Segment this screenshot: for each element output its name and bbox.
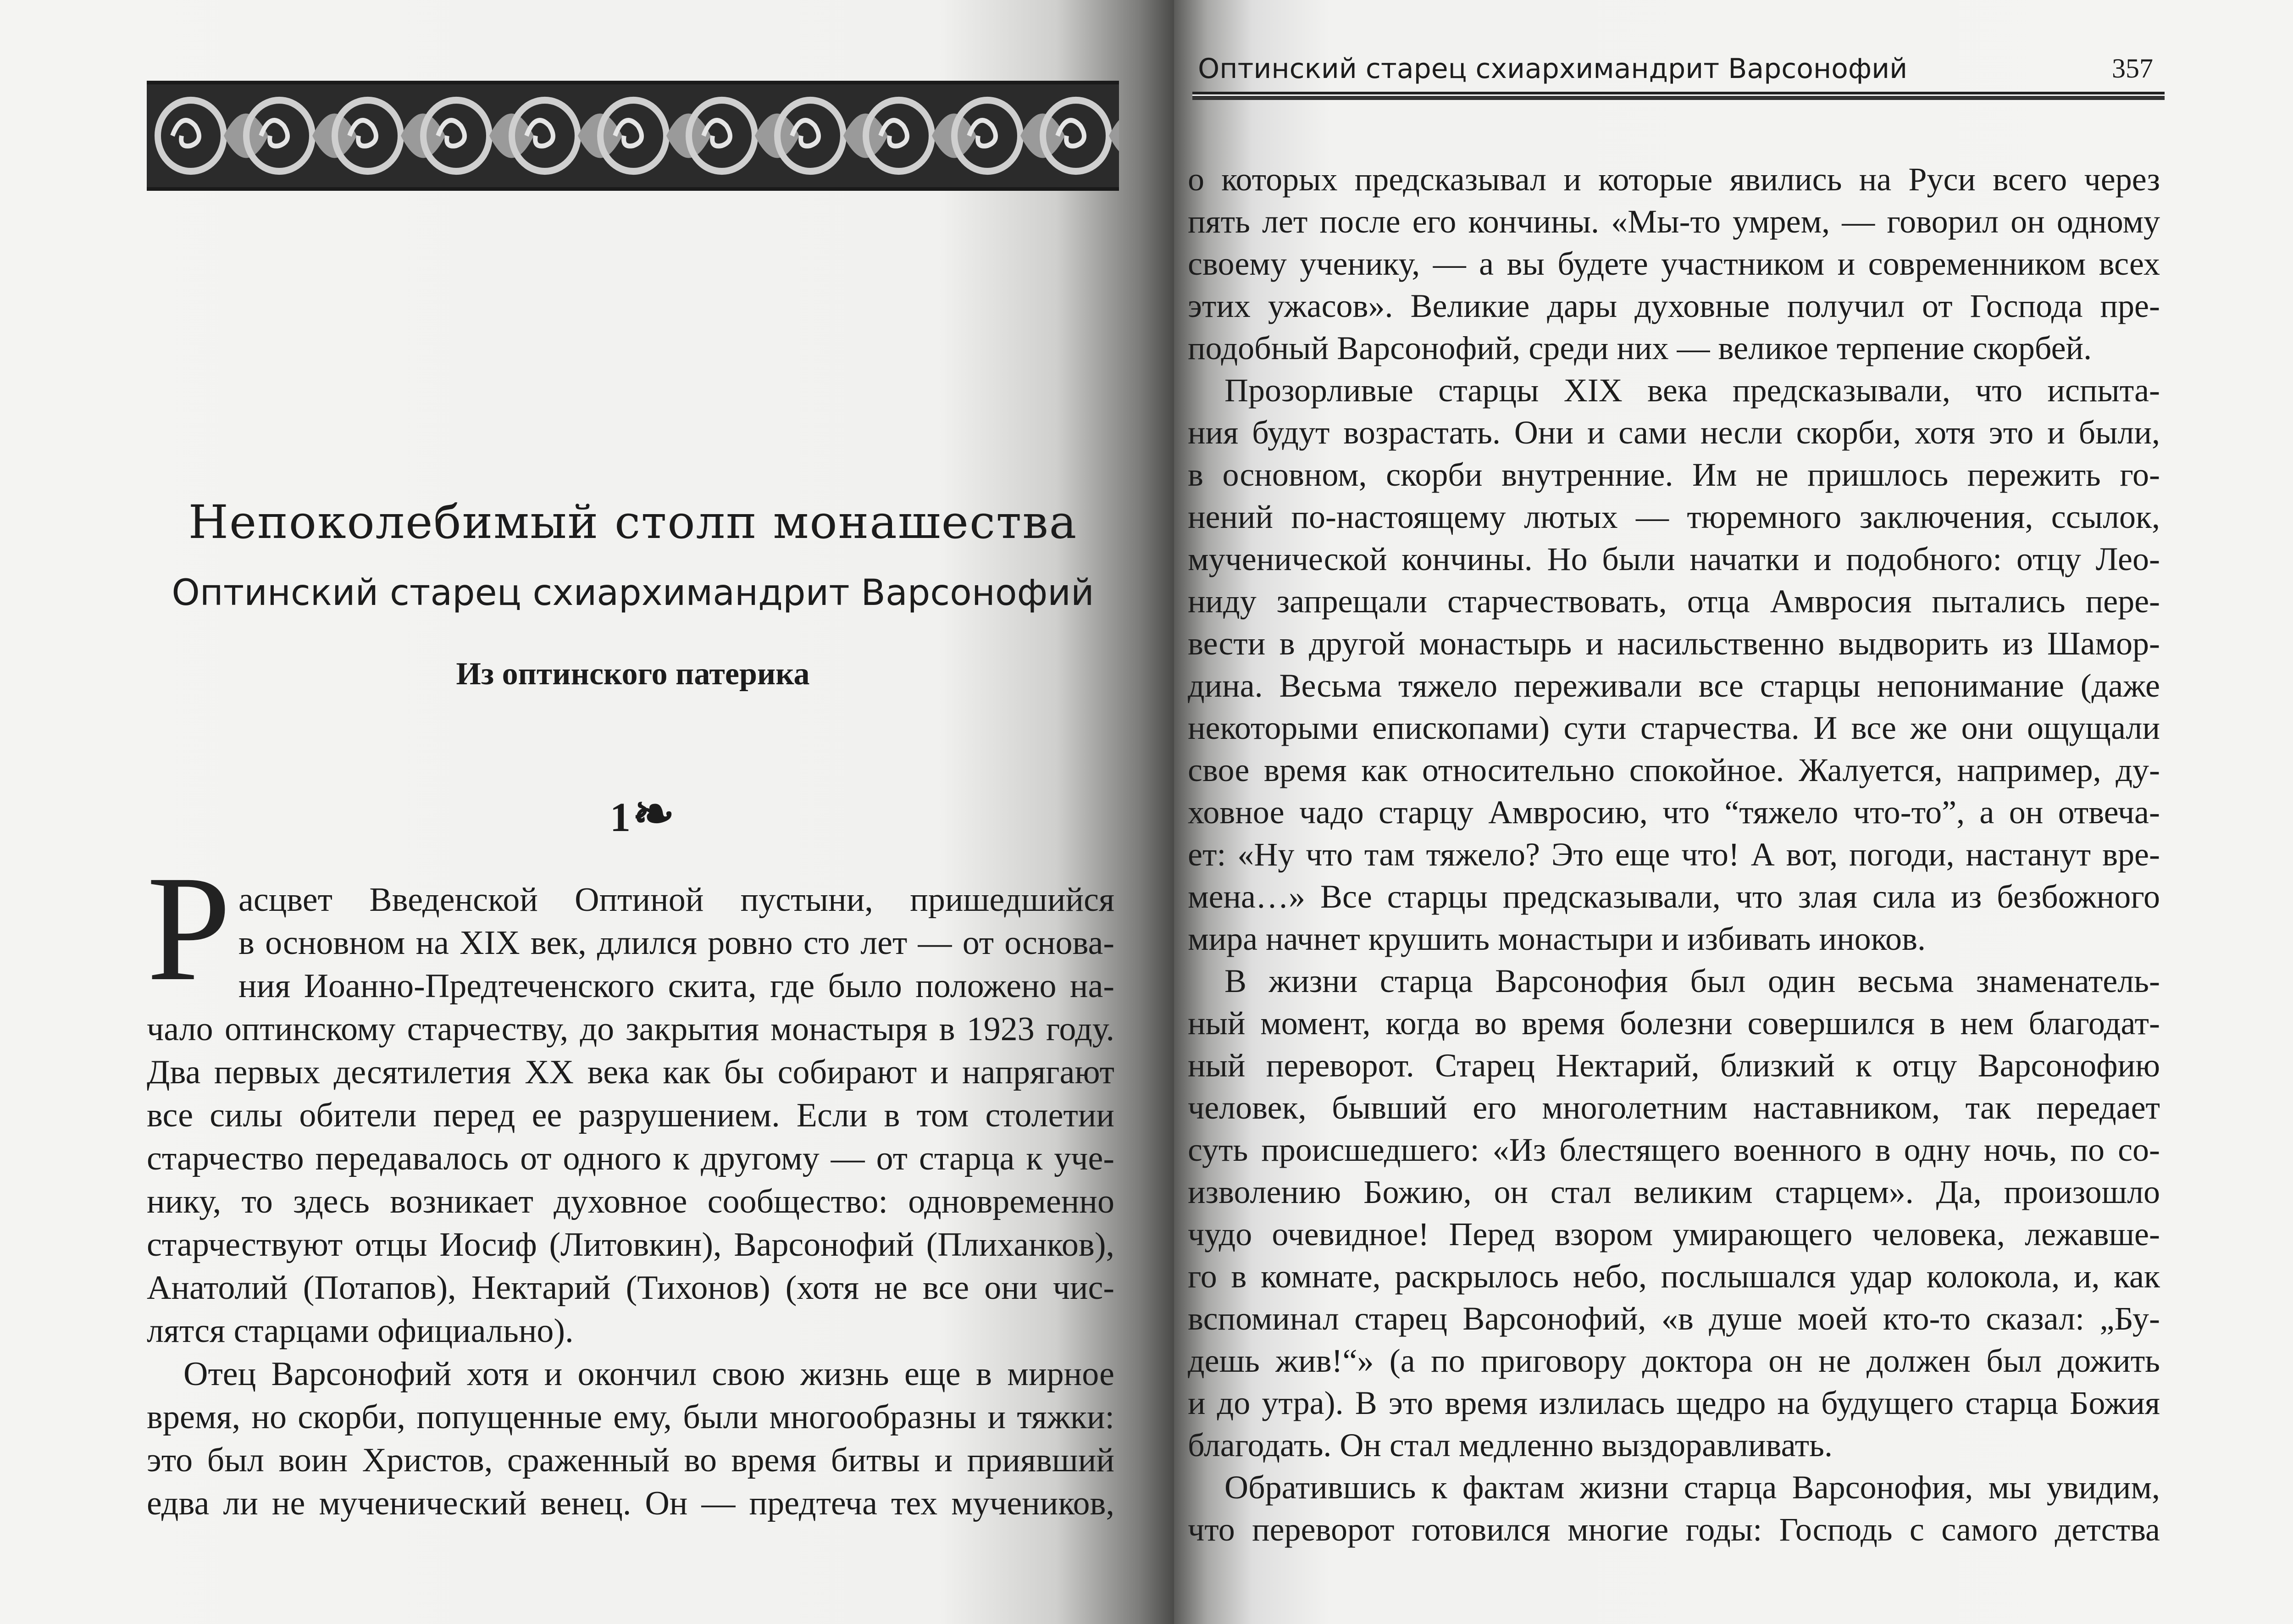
text-line: старчество передавалось от одного к другому — от старца к уче-	[147, 1140, 1114, 1177]
text-line: дина. Весьма тяжело переживали все старцы непонимание (даже	[1188, 667, 2160, 704]
text-line: изволению Божию, он стал великим старцем». Да, произошло	[1188, 1174, 2160, 1210]
text-line: ховное чадо старцу Амвросию, что “тяжело что-то”, а он отвеча-	[1188, 794, 2160, 831]
scroll-ornament	[172, 120, 199, 146]
text-line: суть происшедшего: «Из блестящего военного в одну ночь, по со-	[1188, 1131, 2160, 1168]
chapter-number	[610, 784, 675, 843]
text-line: это был воин Христов, сраженный во время битвы и приявший	[147, 1441, 1114, 1479]
chapter-title: Непоколебимый столп монашества	[188, 495, 1078, 549]
drop-cap: Р	[147, 845, 231, 1012]
text-line: го в комнате, раскрылось небо, послышался удар колокола, и, как	[1188, 1258, 2160, 1295]
text-line: нений по-настоящему лютых — тюремного заключения, ссылок,	[1188, 499, 2160, 535]
text-line: в основном, скорби внутренние. Им не пришлось пережить го-	[1188, 456, 2160, 493]
text-line: мена…» Все старцы предсказывали, что злая сила из безбожного	[1188, 878, 2160, 915]
text-line: ет: «Ну что там тяжело? Это еще что! А вот, погоди, настанут вре-	[1188, 836, 2160, 873]
right-body-text	[1188, 158, 2160, 1551]
text-line: Анатолий (Потапов), Нектарий (Тихонов) (хотя не все они чис-	[147, 1269, 1114, 1307]
text-line: ния будут возрастать. Они и сами несли скорби, хотя это и были,	[1188, 414, 2160, 451]
text-line: благодать. Он стал медленно выздоравливать.	[1188, 1427, 1833, 1463]
text-line: В жизни старца Варсонофия был один весьма знаменатель-	[1224, 963, 2160, 999]
text-line: вспоминал старец Варсонофий, «в душе моей кто-то сказал: „Бу-	[1188, 1300, 2160, 1337]
text-line: свое время как относительно спокойное. Жалуется, например, ду-	[1188, 752, 2160, 788]
text-line: мученической кончины. Но были начатки и подобного: отцу Лео-	[1188, 541, 2160, 577]
text-line: вести в другой монастырь и насильственно выдворить из Шамор-	[1188, 625, 2160, 662]
text-line: дешь жив!“» (а по приговору доктора он не должен был дожить	[1188, 1342, 2160, 1379]
text-line: подобный Варсонофий, среди них — великое терпение скорбей.	[1188, 330, 2092, 366]
chapter-number-text: 1	[610, 795, 631, 840]
text-line: чало оптинскому старчеству, до закрытия монастыря в 1923 году.	[147, 1010, 1114, 1048]
text-line: нику, то здесь возникает духовное сообщество: одновременно	[147, 1183, 1114, 1220]
text-line: о которых предсказывал и которые явились на Руси всего через	[1188, 161, 2160, 198]
text-line: ный момент, когда во время болезни совершился в нем благодат-	[1188, 1005, 2160, 1042]
text-line: едва ли не мученический венец. Он — предтеча тех мучеников,	[147, 1485, 1114, 1522]
vine-ornament-icon	[147, 84, 1119, 187]
scroll-ornament	[1109, 114, 1119, 158]
text-line: асцвет Введенской Оптиной пустыни, пришедшийся	[238, 881, 1114, 919]
text-line: лятся старцами официально).	[147, 1312, 574, 1350]
left-body-text	[147, 878, 1114, 1525]
leaf-sprig-icon: ❧	[632, 786, 675, 842]
text-line: Прозорливые старцы XIX века предсказывали, что испыта-	[1224, 372, 2160, 409]
text-line: Два первых десятилетия XX века как бы собирают и напрягают	[147, 1053, 1114, 1091]
text-line: своему ученику, — а вы будете участником и современником всех	[1188, 245, 2160, 282]
header-rule	[1192, 92, 2165, 96]
text-line: чудо очевидное! Перед взором умирающего человека, лежавше-	[1188, 1216, 2160, 1253]
text-line: Отец Варсонофий хотя и окончил свою жизнь еще в мирное	[183, 1355, 1114, 1393]
text-line: Обратившись к фактам жизни старца Варсонофия, мы увидим,	[1224, 1469, 2160, 1506]
text-line: и до утра). В это время излилась щедро на будущего старца Божия	[1188, 1385, 2160, 1421]
ornamental-vine-band	[147, 81, 1119, 191]
text-line: мира начнет крушить монастыри и избивать иноков.	[1188, 920, 1926, 957]
page-number: 357	[2112, 53, 2153, 83]
text-line: ния Иоанно-Предтеченского скита, где было положено на-	[238, 967, 1114, 1005]
text-line: этих ужасов». Великие дары духовные получил от Господа пре-	[1188, 288, 2160, 324]
chapter-subtitle: Оптинский старец схиархимандрит Варсонофий	[172, 572, 1094, 614]
text-line: ный переворот. Старец Нектарий, близкий к отцу Варсонофию	[1188, 1047, 2160, 1084]
text-line: время, но скорби, попущенные ему, были многообразны и тяжки:	[147, 1398, 1114, 1436]
text-line: пять лет после его кончины. «Мы-то умрем, — говорил он одному	[1188, 203, 2160, 240]
text-line: что переворот готовился многие годы: Господь с самого детства	[1188, 1511, 2160, 1548]
text-line: человек, бывший его многолетним наставником, так передает	[1188, 1089, 2160, 1126]
text-line: некоторыми епископами) сути старчества. И все же они ощущали	[1188, 709, 2160, 746]
scroll-ornament	[158, 100, 224, 171]
section-heading: Из оптинского патерика	[456, 656, 810, 692]
text-line: в основном на XIX век, длился ровно сто лет — от основа-	[238, 924, 1114, 962]
running-head: Оптинский старец схиархимандрит Варсонофий	[1198, 53, 1908, 85]
text-line: все силы обители перед ее разрушением. Если в том столетии	[147, 1097, 1114, 1134]
text-line: старчествуют отцы Иосиф (Литовкин), Варсонофий (Плиханков),	[147, 1226, 1114, 1264]
text-line: ниду запрещали старчествовать, отца Амвросия пытались пере-	[1188, 583, 2160, 620]
